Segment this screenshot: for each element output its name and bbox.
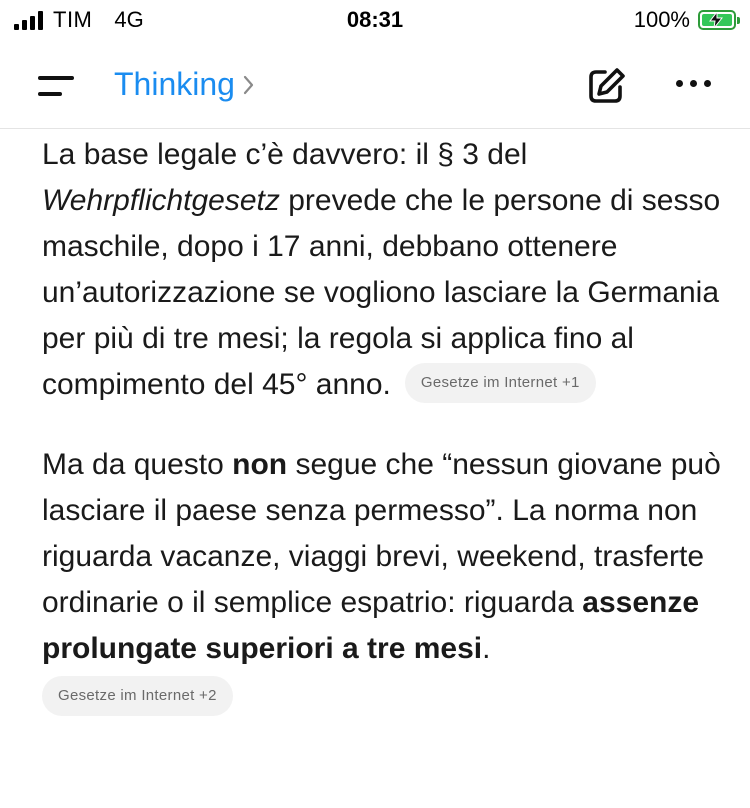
carrier-label: TIM bbox=[53, 7, 93, 32]
model-selector[interactable] bbox=[114, 66, 255, 103]
more-icon[interactable] bbox=[676, 80, 711, 87]
menu-icon[interactable] bbox=[38, 72, 76, 102]
bold-text: non bbox=[232, 448, 288, 481]
page-title: Thinking bbox=[114, 66, 235, 102]
battery-charging-icon bbox=[698, 10, 736, 30]
text-run: segue che “nessun giovane può lasciare il paese senza permesso”. La norma non riguarda vacanze, viaggi brevi, weekend, trasferte ordinarie o il semplice espatrio: riguarda bbox=[42, 448, 721, 619]
network-label: 4G bbox=[114, 7, 144, 32]
text-run: Ma da questo bbox=[42, 448, 233, 481]
paragraph-2 bbox=[42, 442, 722, 672]
status-time: 08:31 bbox=[346, 7, 404, 32]
text-run: La base legale c’è davvero: il § 3 del bbox=[42, 138, 528, 171]
message-body bbox=[42, 132, 722, 716]
status-right bbox=[634, 7, 736, 33]
top-nav-bar bbox=[0, 44, 750, 129]
paragraph-1 bbox=[42, 132, 722, 408]
chevron-right-icon bbox=[243, 74, 255, 96]
italic-law-name: Wehrpflichtgesetz bbox=[42, 184, 280, 217]
status-bar bbox=[0, 0, 750, 44]
bold-text: assenze prolungate superiori a tre mesi bbox=[42, 586, 700, 665]
source-chip[interactable]: Gesetze im Internet +1 bbox=[405, 363, 596, 403]
source-chip[interactable]: Gesetze im Internet +2 bbox=[42, 676, 233, 716]
text-run: . bbox=[482, 632, 491, 665]
edit-icon[interactable] bbox=[586, 66, 626, 106]
text-run: prevede che le persone di sesso maschile, dopo i 17 anni, debbano ottenere un’autorizzazione se vogliono lasciare la Germania per più di tre mesi; la regola si applica fino al compimento del 45° anno. bbox=[42, 184, 721, 401]
battery-percent: 100% bbox=[633, 7, 690, 32]
